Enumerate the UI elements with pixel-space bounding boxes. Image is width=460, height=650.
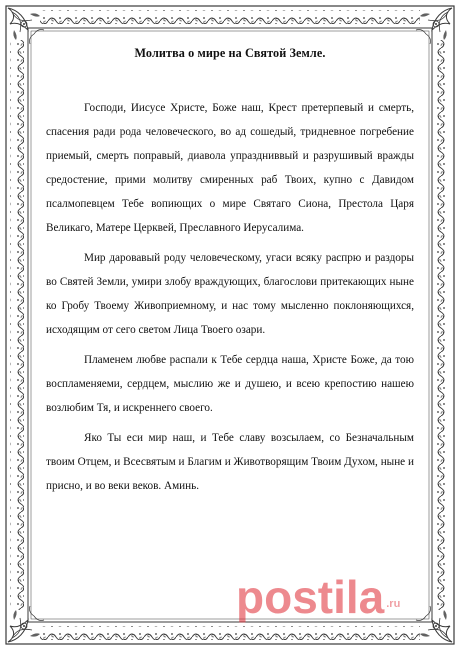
postila-watermark (236, 571, 401, 623)
document-body (46, 46, 414, 504)
watermark-text: postila (236, 571, 385, 623)
watermark-suffix: .ru (386, 598, 401, 610)
prayer-paragraph-4: Яко Ты еси мир наш, и Тебе славу возсылаем, со Безначальным твоим Отцем, и Всесвятым и Благим и Животворящим Твоим Духом, ныне и присно, и во веки веков. Аминь. (46, 432, 414, 492)
prayer-paragraph-2: Мир даровавый роду человеческому, угаси всяку распрю и раздоры во Святей Земли, умири злобу враждующих, благослови притекающих ныне ко Гробу Твоему Живоприемному, и нас тому мысленно поклоняющихся, исходящим от сего светом Лица Твоего озари. (46, 252, 414, 336)
prayer-paragraph-3: Пламенем любве распали к Тебе сердца наша, Христе Боже, да тою воспламеняеми, сердцем, мыслию же и душею, и всею крепостию нашею возлюбим Тя, и искреннего своего. (46, 354, 414, 414)
prayer-paragraph-1: Господи, Иисусе Христе, Боже наш, Крест претерпевый и смерть, спасения ради рода человеческого, во ад сошедый, тридневное погребение приемый, смерть поправый, диавола упраздниввый и разрушивый вражды средостение, прими молитву смиренных раб Твоих, купно с Давидом псалмопевцем Тебе вопиющих о мире Святаго Сиона, Престола Царя Великаго, Матере Церквей, Преславного Иерусалима. (46, 102, 414, 234)
document-title: Молитва о мире на Святой Земле. (134, 46, 326, 60)
